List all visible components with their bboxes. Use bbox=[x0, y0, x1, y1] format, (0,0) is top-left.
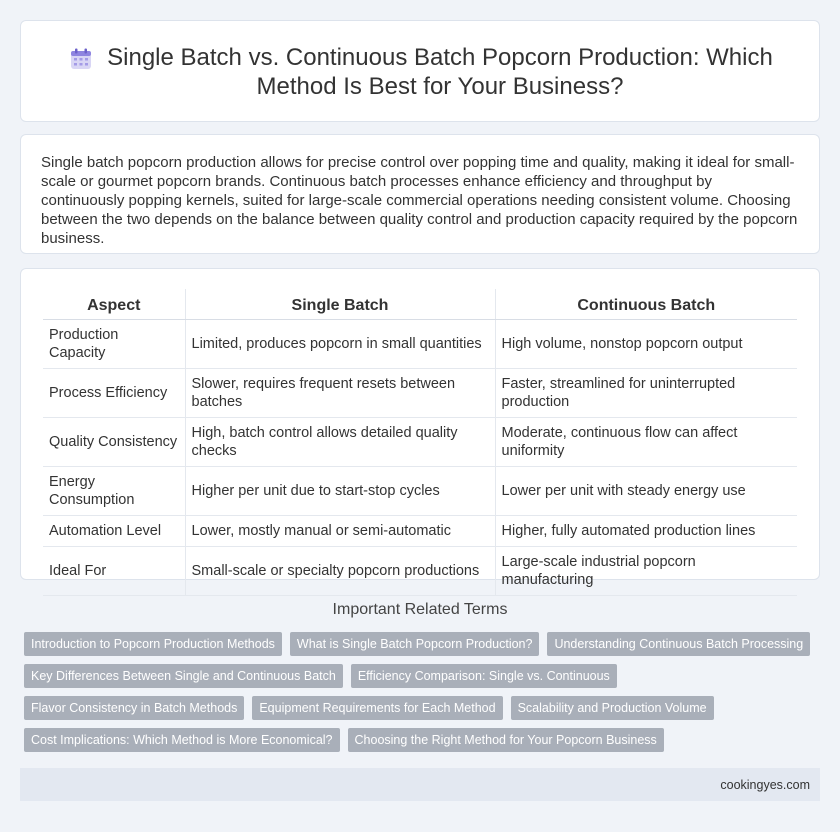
table-cell: Process Efficiency bbox=[43, 369, 185, 418]
table-cell: Moderate, continuous flow can affect uniformity bbox=[495, 418, 797, 467]
related-term-tag[interactable]: Understanding Continuous Batch Processing bbox=[547, 632, 810, 656]
table-cell: Higher, fully automated production lines bbox=[495, 516, 797, 547]
table-cell: Small-scale or specialty popcorn productions bbox=[185, 547, 495, 596]
table-cell: Lower, mostly manual or semi-automatic bbox=[185, 516, 495, 547]
table-cell: High volume, nonstop popcorn output bbox=[495, 320, 797, 369]
page-title: Single Batch vs. Continuous Batch Popcorn Production: Which Method Is Best for Your Business? bbox=[107, 44, 773, 100]
table-cell: Large-scale industrial popcorn manufacturing bbox=[495, 547, 797, 596]
footer-site-link[interactable]: cookingyes.com bbox=[720, 778, 810, 792]
table-row bbox=[43, 320, 797, 369]
table-header-row bbox=[43, 289, 797, 320]
table-row bbox=[43, 516, 797, 547]
column-header: Continuous Batch bbox=[495, 289, 797, 320]
table-cell: Higher per unit due to start-stop cycles bbox=[185, 467, 495, 516]
table-cell: Ideal For bbox=[43, 547, 185, 596]
comparison-card bbox=[20, 268, 820, 588]
related-term-tag[interactable]: Cost Implications: Which Method is More Economical? bbox=[24, 728, 340, 752]
table-cell: Quality Consistency bbox=[43, 418, 185, 467]
title-card bbox=[20, 20, 820, 122]
column-header: Single Batch bbox=[185, 289, 495, 320]
related-term-tag[interactable]: Key Differences Between Single and Continuous Batch bbox=[24, 664, 343, 688]
related-term-tag[interactable]: Scalability and Production Volume bbox=[511, 696, 714, 720]
table-cell: Lower per unit with steady energy use bbox=[495, 467, 797, 516]
comparison-table bbox=[43, 289, 797, 596]
table-cell: Energy Consumption bbox=[43, 467, 185, 516]
column-header: Aspect bbox=[43, 289, 185, 320]
related-term-tag[interactable]: What is Single Batch Popcorn Production? bbox=[290, 632, 540, 656]
related-term-tag[interactable]: Equipment Requirements for Each Method bbox=[252, 696, 502, 720]
table-cell: Automation Level bbox=[43, 516, 185, 547]
related-terms-list bbox=[24, 632, 820, 752]
footer bbox=[20, 768, 820, 801]
related-terms-title: Important Related Terms bbox=[332, 601, 508, 618]
related-term-tag[interactable]: Introduction to Popcorn Production Methods bbox=[24, 632, 282, 656]
table-row bbox=[43, 547, 797, 596]
related-term-tag[interactable]: Efficiency Comparison: Single vs. Continuous bbox=[351, 664, 617, 688]
table-cell: Production Capacity bbox=[43, 320, 185, 369]
table-cell: High, batch control allows detailed quality checks bbox=[185, 418, 495, 467]
related-term-tag[interactable]: Flavor Consistency in Batch Methods bbox=[24, 696, 244, 720]
table-row bbox=[43, 369, 797, 418]
table-row bbox=[43, 467, 797, 516]
table-cell: Faster, streamlined for uninterrupted production bbox=[495, 369, 797, 418]
table-row bbox=[43, 418, 797, 467]
intro-paragraph: Single batch popcorn production allows for precise control over popping time and quality, making it ideal for small-scale or gourmet popcorn brands. Continuous batch processes enhance efficiency and throughput by continuously popping kernels, suited for large-scale commercial operations needing consistent volume. Choosing between the two depends on the balance between quality control and production capacity required by the popcorn business. bbox=[41, 154, 798, 247]
intro-card bbox=[20, 134, 820, 254]
table-cell: Limited, produces popcorn in small quantities bbox=[185, 320, 495, 369]
table-cell: Slower, requires frequent resets between batches bbox=[185, 369, 495, 418]
related-term-tag[interactable]: Choosing the Right Method for Your Popcorn Business bbox=[348, 728, 664, 752]
